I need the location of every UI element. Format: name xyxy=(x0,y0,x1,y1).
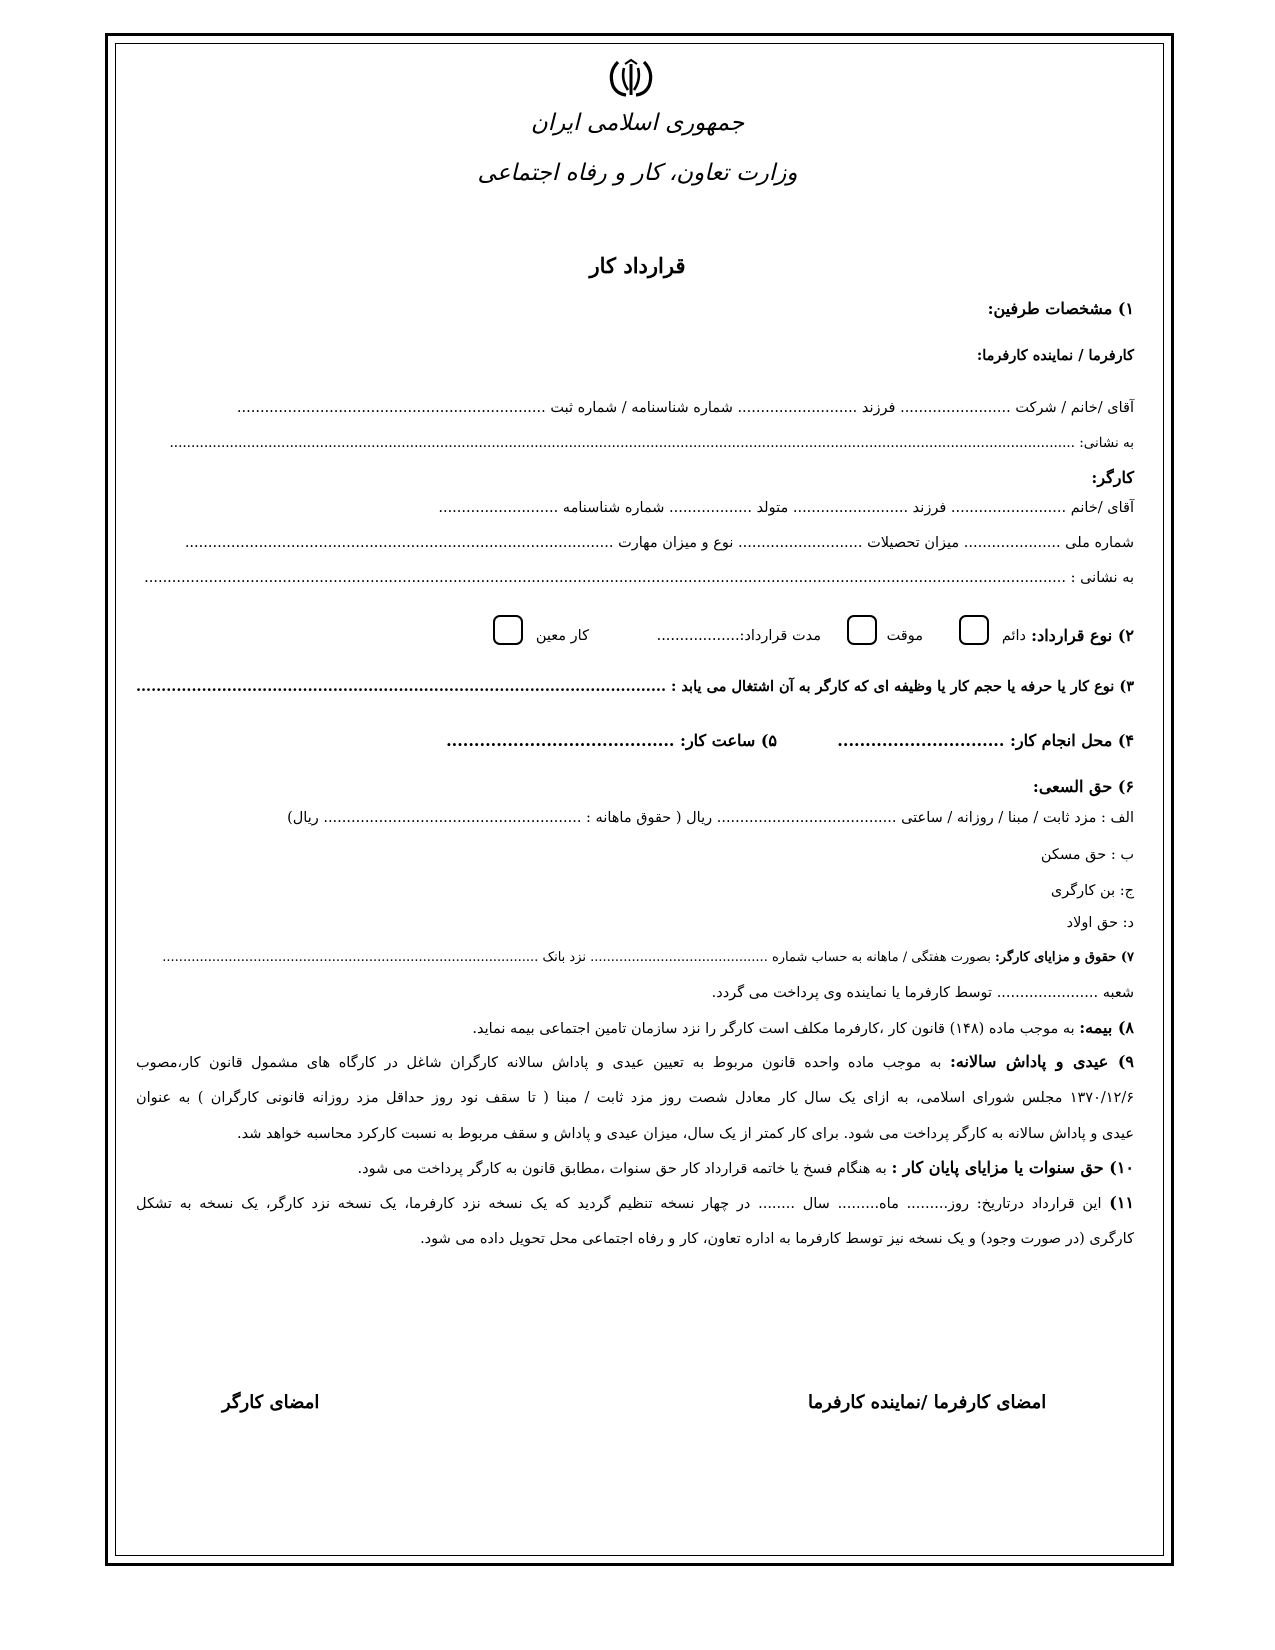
checkbox-permanent[interactable] xyxy=(959,615,989,645)
section-11-heading: ۱۱) xyxy=(1109,1193,1134,1212)
section-8-heading: ۸) بیمه: xyxy=(1079,1018,1134,1037)
section-6-heading: ۶) حق السعی: xyxy=(1032,777,1134,796)
document-title: قرارداد کار xyxy=(589,253,686,278)
country-name: جمهوری اسلامی ایران xyxy=(530,110,745,136)
worker-address[interactable]: به نشانی : ........................................................................................................................................................................................................ xyxy=(144,570,1134,586)
section-9-text-1: به موجب ماده واحده قانون مربوط به تعیین عیدی و پاداش سالانه کارگران شاغل در کارگاه های مشمول قانون کار،مصوب xyxy=(136,1055,942,1071)
worker-line-2[interactable]: شماره ملی ..................... میزان تحصیلات ........................... نوع و میزان مهارت ............................................................................................. xyxy=(184,535,1134,551)
section-7-heading: ۷) حقوق و مزایای کارگر: xyxy=(994,950,1134,965)
ministry-name: وزارت تعاون، کار و رفاه اجتماعی xyxy=(477,160,798,186)
section-8-text: به موجب ماده (۱۴۸) قانون کار ،کارفرما مکلف است کارگر را نزد سازمان تامین اجتماعی بیمه نماید. xyxy=(472,1021,1075,1037)
checkbox-specific-work[interactable] xyxy=(493,615,523,645)
section-2-heading: ۲) نوع قرارداد: xyxy=(1031,626,1134,645)
section-11-line-2: کارگری (در صورت وجود) و یک نسخه نیز توسط کارفرما به اداره تعاون، کار و رفاه اجتماعی محل تحویل داده می شود. xyxy=(420,1231,1134,1247)
worker-line-1[interactable]: آقای /خانم ......................... فرزند ......................... متولد .................. شماره شناسنامه .......................... xyxy=(438,500,1134,516)
employer-heading: کارفرما / نماینده کارفرما: xyxy=(976,347,1134,364)
section-11-text-1[interactable]: این قرارداد درتاریخ: روز......... ماه......... سال ........ در چهار نسخه تنظیم گردید که یک نسخه نزد کارفرما، یک نسخه نزد کارگر، یک نسخه به تشکل xyxy=(136,1196,1102,1212)
section-8 xyxy=(136,1018,1134,1039)
section-6-a[interactable]: الف : مزد ثابت / مبنا / روزانه / ساعتی ....................................... ریال ( حقوق ماهانه : ........................................................ ریال) xyxy=(287,810,1134,826)
section-7-line-1 xyxy=(136,948,1134,968)
section-6-d: د: حق اولاد xyxy=(1066,915,1134,931)
label-temporary: موقت xyxy=(886,628,923,644)
worker-heading: کارگر: xyxy=(1091,468,1134,487)
section-9-heading: ۹) عیدی و پاداش سالانه: xyxy=(950,1052,1134,1071)
section-10-text: به هنگام فسخ یا خاتمه قرارداد کار حق سنوات ،مطابق قانون به کارگر پرداخت می شود. xyxy=(357,1161,887,1177)
label-specific-work: کار معین xyxy=(535,628,589,644)
section-4[interactable]: ۴) محل انجام کار: .............................. xyxy=(837,731,1134,750)
label-permanent: دائم xyxy=(1001,628,1026,644)
employer-signature-label: امضای کارفرما /نماینده کارفرما xyxy=(808,1392,1047,1413)
employer-address[interactable]: به نشانی: ................................................................................................................................................................................................................... xyxy=(169,435,1134,451)
checkbox-temporary[interactable] xyxy=(847,615,877,645)
section-9-line-3: عیدی و پاداش سالانه به کارگر پرداخت می شود. برای کار کمتر از یک سال، میزان عیدی و پاداش و سقف مربوط به نسبت کارکرد محاسبه خواهد شد. xyxy=(237,1126,1134,1142)
section-9-line-1 xyxy=(136,1052,1134,1073)
employer-line-1[interactable]: آقای /خانم / شرکت ........................ فرزند .......................... شماره شناسنامه / شماره ثبت ................................................................... xyxy=(236,400,1134,416)
section-10-heading: ۱۰) حق سنوات یا مزایای پایان کار : xyxy=(891,1158,1134,1177)
section-10 xyxy=(136,1158,1134,1179)
section-6-b: ب : حق مسکن xyxy=(1040,847,1134,863)
contract-duration[interactable]: مدت قرارداد:.................. xyxy=(656,628,821,644)
section-5[interactable]: ۵) ساعت کار: ......................................... xyxy=(446,731,777,750)
section-11-line-1 xyxy=(136,1193,1134,1214)
worker-signature-label: امضای کارگر xyxy=(222,1392,320,1413)
section-1-heading: ۱) مشخصات طرفین: xyxy=(987,299,1134,318)
section-7-text[interactable]: بصورت هفتگی / ماهانه به حساب شماره ........................................... نزد بانک ........................................................................................... xyxy=(162,950,991,965)
section-7-line-2[interactable]: شعبه ...................... توسط کارفرما یا نماینده وی پرداخت می گردد. xyxy=(711,985,1134,1001)
section-9-line-2: ۱۳۷۰/۱۲/۶ مجلس شورای اسلامی، به ازای یک سال کار معادل شصت روز مزد ثابت / مبنا ( تا سقف نود روز حداقل مزد روزانه قانونی کارگران ) به عنوان xyxy=(136,1090,1134,1106)
section-3[interactable]: ۳) نوع کار یا حرفه یا حجم کار یا وظیفه ای که کارگر به آن اشتغال می یابد : ......................................................................................................... xyxy=(135,678,1134,695)
section-6-c: ج: بن کارگری xyxy=(1050,883,1134,899)
